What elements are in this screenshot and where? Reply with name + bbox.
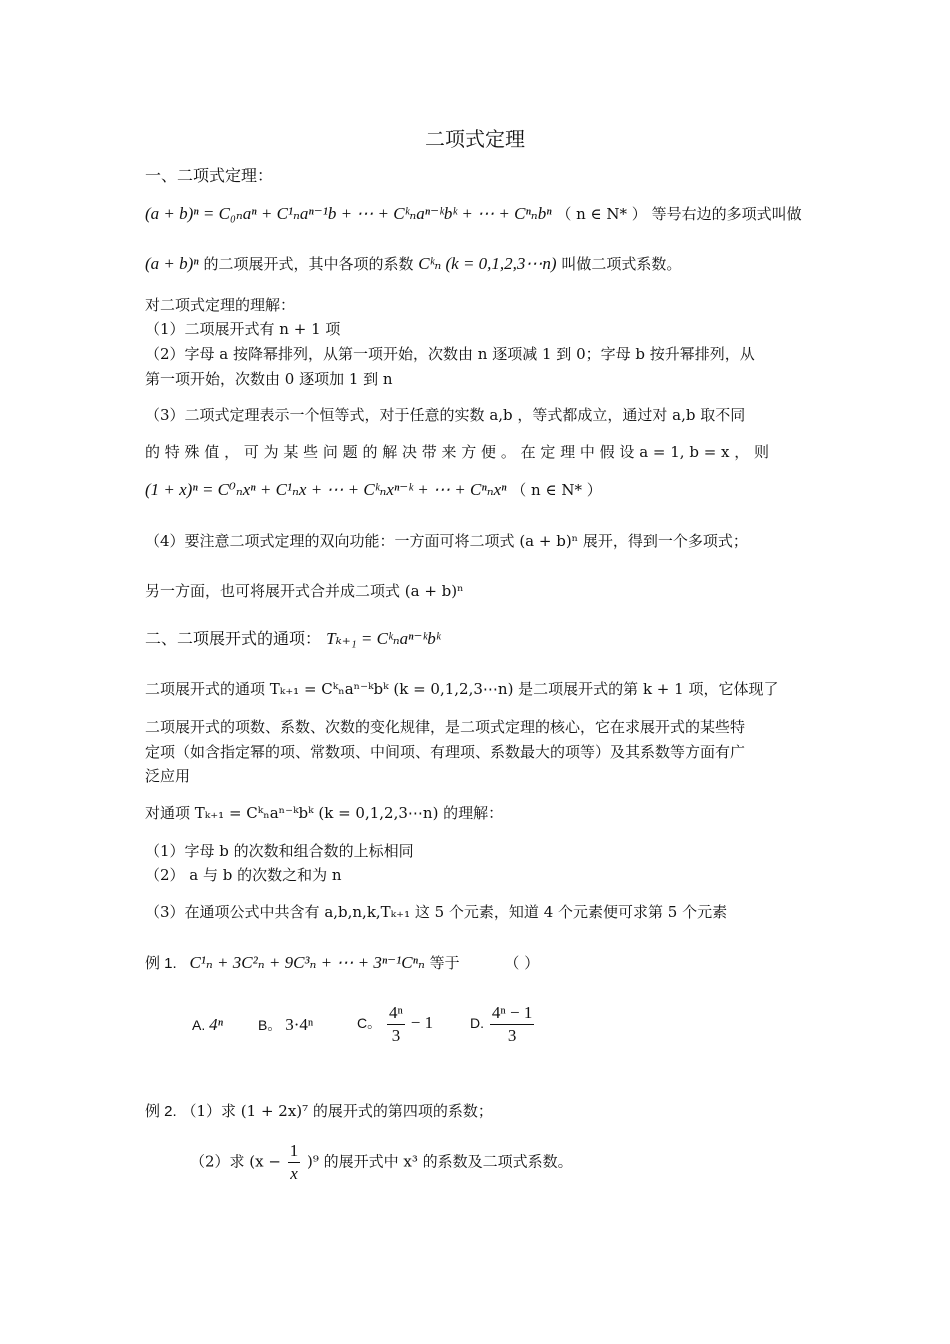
option-b-label: B。 bbox=[258, 1017, 282, 1033]
understanding-item-3b: 的 特 殊 值 ， 可 为 某 些 问 题 的 解 决 带 来 方 便 。 在 定 理 中 假 设 a = 1, b = x ， 则 bbox=[145, 443, 770, 461]
section1-heading: 一、二项式定理： bbox=[145, 166, 274, 185]
option-c-tail: − 1 bbox=[410, 1013, 434, 1033]
example-2-question-2b: )⁹ 的展开式中 x³ 的系数及二项式系数。 bbox=[307, 1152, 573, 1171]
example-1-tail: 等于 bbox=[429, 954, 460, 972]
general-term-para-2: 二项展开式的项数、系数、次数的变化规律，是二项式定理的核心，它在求展开式的某些特 bbox=[145, 718, 746, 736]
option-d-denominator: 3 bbox=[507, 1026, 517, 1045]
option-c-denominator: 3 bbox=[391, 1026, 401, 1045]
option-a-value: 4ⁿ bbox=[209, 1015, 223, 1034]
page-title: 二项式定理 bbox=[425, 127, 525, 151]
option-d-numerator: 4ⁿ − 1 bbox=[490, 1002, 534, 1025]
general-term-para-4: 泛应用 bbox=[145, 767, 191, 785]
understanding-item-2a: （2）字母 a 按降幂排列，从第一项开始，次数由 n 逐项减 1 到 0；字母 b 按升幂排列，从 bbox=[145, 345, 755, 363]
example-1-line bbox=[145, 952, 539, 975]
section2-heading-line bbox=[145, 628, 441, 650]
understanding-item-4b: 另一方面，也可将展开式合并成二项式 (a + b)ⁿ bbox=[145, 582, 464, 600]
binomial-expansion-line bbox=[145, 253, 681, 275]
option-d bbox=[470, 1002, 536, 1047]
option-a bbox=[192, 1015, 223, 1035]
example-2-question-1: （1）求 (1 + 2x)⁷ 的展开式的第四项的系数； bbox=[181, 1102, 493, 1120]
general-term-item-3: （3）在通项公式中共含有 a,b,n,k,Tₖ₊₁ 这 5 个元素，知道 4 个元素便可求第 5 个元素 bbox=[145, 903, 728, 921]
fraction-numerator: 1 bbox=[288, 1140, 301, 1163]
understanding-item-1: （1）二项展开式有 n + 1 项 bbox=[145, 320, 341, 338]
option-b-value: 3·4ⁿ bbox=[285, 1015, 314, 1034]
general-term-understanding-heading: 对通项 Tₖ₊₁ = Cᵏₙaⁿ⁻ᵏbᵏ (k = 0,1,2,3⋯n) 的理解： bbox=[145, 804, 504, 822]
example-2-line-1 bbox=[145, 1100, 493, 1123]
general-term-item-1: （1）字母 b 的次数和组合数的上标相同 bbox=[145, 842, 414, 860]
example-2-question-2a: （2）求 (x − bbox=[190, 1152, 281, 1171]
general-term-para-3: 定项（如含指定幂的项、常数项、中间项、有理项、系数最大的项等）及其系数等方面有广 bbox=[145, 743, 746, 761]
section2-heading: 二、二项展开式的通项： bbox=[145, 629, 322, 648]
example-2-line-2 bbox=[190, 1140, 573, 1185]
answer-blank: （ ） bbox=[504, 954, 540, 972]
option-b bbox=[258, 1015, 313, 1035]
general-term-item-2: （2） a 与 b 的次数之和为 n bbox=[145, 866, 342, 884]
binomial-theorem-line bbox=[145, 203, 802, 225]
option-c-fraction bbox=[387, 1002, 405, 1047]
one-over-x-fraction bbox=[288, 1140, 301, 1185]
option-c bbox=[357, 1002, 433, 1047]
example-1-expression: C¹ₙ + 3C²ₙ + 9C³ₙ + ⋯ + 3ⁿ⁻¹Cⁿₙ bbox=[189, 953, 425, 972]
option-c-label: C。 bbox=[357, 1015, 382, 1032]
special-case-formula: (1 + x)ⁿ = C⁰ₙxⁿ + C¹ₙx + ⋯ + Cᵏₙxⁿ⁻ᵏ + ⋯ + Cⁿₙxⁿ bbox=[145, 480, 507, 499]
understanding-item-2b: 第一项开始，次数由 0 逐项加 1 到 n bbox=[145, 370, 393, 388]
understanding-item-4a: （4）要注意二项式定理的双向功能：一方面可将二项式 (a + b)ⁿ 展开，得到一个多项式； bbox=[145, 532, 748, 550]
understanding-heading: 对二项式定理的理解： bbox=[145, 296, 296, 314]
expansion-text: 的二项展开式，其中各项的系数 bbox=[203, 255, 414, 273]
understanding-item-3c bbox=[145, 479, 602, 501]
general-term-para-1: 二项展开式的通项 Tₖ₊₁ = Cᵏₙaⁿ⁻ᵏbᵏ (k = 0,1,2,3⋯n) 是二项展开式的第 k + 1 项，它体现了 bbox=[145, 680, 779, 698]
binomial-formula: (a + b)ⁿ = C₀ₙaⁿ + C¹ₙaⁿ⁻¹b + ⋯ + Cᵏₙaⁿ⁻ᵏbᵏ + ⋯ + Cⁿₙbⁿ bbox=[145, 204, 552, 223]
special-case-condition: （ n ∈ N* ） bbox=[511, 481, 602, 499]
option-d-label: D. bbox=[470, 1015, 484, 1032]
binomial-expression: (a + b)ⁿ bbox=[145, 254, 199, 273]
option-d-fraction bbox=[490, 1002, 534, 1047]
example-2-label: 例 2. bbox=[145, 1103, 177, 1120]
general-term-formula: Tₖ₊₁ = Cᵏₙaⁿ⁻ᵏbᵏ bbox=[326, 629, 441, 648]
option-a-label: A. bbox=[192, 1017, 206, 1033]
example-1-label: 例 1. bbox=[145, 955, 177, 972]
fraction-denominator: x bbox=[290, 1164, 298, 1183]
formula-tail-text: 等号右边的多项式叫做 bbox=[651, 205, 802, 223]
formula-condition: （ n ∈ N* ） bbox=[556, 205, 647, 223]
understanding-item-3a: （3）二项式定理表示一个恒等式，对于任意的实数 a,b ，等式都成立，通过对 a,b 取不同 bbox=[145, 406, 746, 424]
binomial-coefficient: Cᵏₙ (k = 0,1,2,3⋯n) bbox=[418, 254, 557, 273]
option-c-numerator: 4ⁿ bbox=[387, 1002, 405, 1025]
coefficient-text: 叫做二项式系数。 bbox=[561, 255, 682, 273]
